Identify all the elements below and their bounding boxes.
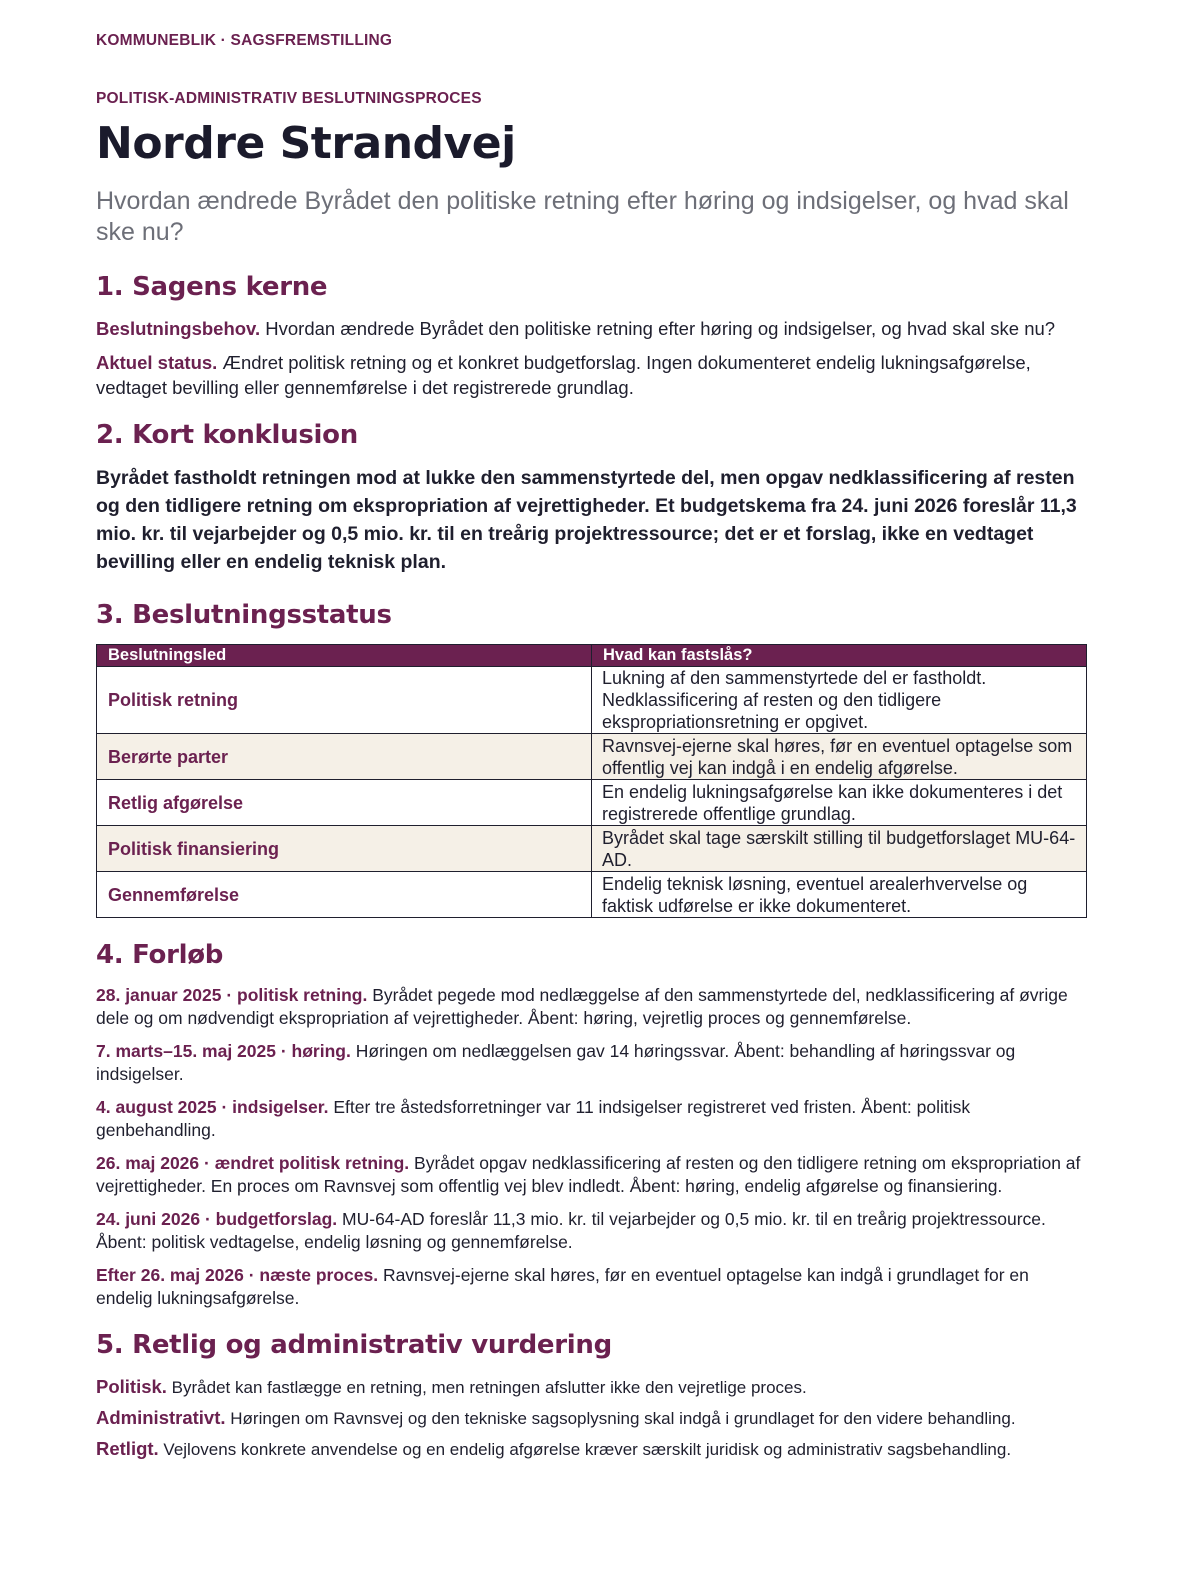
page-title: Nordre Strandvej xyxy=(96,118,516,169)
section-heading: 1. Sagens kerne xyxy=(96,272,328,302)
section-heading: 5. Retlig og administrativ vurdering xyxy=(96,1330,612,1360)
section-retlig-vurdering xyxy=(96,1328,1087,1462)
kerne-item xyxy=(96,316,1087,341)
kerne-item-text: Hvordan ændrede Byrådet den politiske retning efter høring og indsigelser, og hvad skal ske nu? xyxy=(260,318,1056,339)
timeline-event xyxy=(96,1208,1087,1254)
assessment-label: Retligt. xyxy=(96,1438,159,1459)
assessment-label: Administrativt. xyxy=(96,1407,226,1428)
table-row xyxy=(97,734,1087,780)
table-row xyxy=(97,826,1087,872)
event-label: 24. juni 2026 · budgetforslag. xyxy=(96,1209,338,1229)
event-text: Ravnsvej-ejerne skal høres, før en eventuel optagelse kan indgå i grundlaget for en endelig lukningsafgørelse. xyxy=(96,1265,1029,1308)
row-value: Byrådet skal tage særskilt stilling til budgetforslaget MU-64-AD. xyxy=(592,826,1087,872)
event-text: Efter tre åstedsforretninger var 11 indsigelser registreret ved fristen. Åbent: politisk genbehandling. xyxy=(96,1097,971,1140)
event-text: Byrådet pegede mod nedlæggelse af den sammenstyrtede del, nedklassificering af øvrige dele og om nødvendigt ekspropriation af vejrettigheder. Åbent: høring, vejretlig proces og gennemførelse. xyxy=(96,985,1068,1028)
section-beslutningsstatus xyxy=(96,598,1087,918)
event-label: 7. marts–15. maj 2025 · høring. xyxy=(96,1041,351,1061)
conclusion-text: Byrådet fastholdt retningen mod at lukke den sammenstyrtede del, men opgav nedklassificering af resten og den tidligere retning om ekspropriation af vejrettigheder. Et budgetskema fra 24. juni 2026 foreslår 11,3 mio. kr. til vejarbejder og 0,5 mio. kr. til en treårig projektressource; det er et forslag, ikke en vedtaget bevilling eller en endelig teknisk plan. xyxy=(96,467,1077,573)
assessment-text: Høringen om Ravnsvej og den tekniske sagsoplysning skal indgå i grundlaget for den videre behandling. xyxy=(225,1409,1016,1428)
section-kort-konklusion xyxy=(96,418,1087,576)
row-value: Ravnsvej-ejerne skal høres, før en eventuel optagelse som offentlig vej kan indgå i en endelig afgørelse. xyxy=(592,734,1087,780)
section-sagens-kerne xyxy=(96,270,1087,400)
section-heading: 4. Forløb xyxy=(96,940,224,970)
row-key: Gennemførelse xyxy=(97,872,592,918)
section-heading: 2. Kort konklusion xyxy=(96,420,358,450)
kerne-item-label: Aktuel status. xyxy=(96,352,218,373)
event-label: 28. januar 2025 · politisk retning. xyxy=(96,985,368,1005)
timeline-event xyxy=(96,1040,1087,1086)
kerne-item xyxy=(96,350,1087,400)
assessment-item xyxy=(96,1436,1087,1462)
row-value: En endelig lukningsafgørelse kan ikke dokumenteres i det registrerede offentlige grundlag. xyxy=(592,780,1087,826)
assessment-label: Politisk. xyxy=(96,1376,167,1397)
row-value: Endelig teknisk løsning, eventuel arealerhvervelse og faktisk udførelse er ikke dokumenteret. xyxy=(592,872,1087,918)
timeline-event xyxy=(96,1264,1087,1310)
section-forloeb xyxy=(96,938,1087,1310)
status-table xyxy=(96,644,1087,918)
row-key: Berørte parter xyxy=(97,734,592,780)
row-key: Politisk finansiering xyxy=(97,826,592,872)
timeline-event xyxy=(96,1096,1087,1142)
event-text: MU-64-AD foreslår 11,3 mio. kr. til vejarbejder og 0,5 mio. kr. til en treårig projektressource. Åbent: politisk vedtagelse, endelig løsning og gennemførelse. xyxy=(96,1209,1046,1252)
timeline-event xyxy=(96,1152,1087,1198)
kerne-item-text: Ændret politisk retning og et konkret budgetforslag. Ingen dokumenteret endelig lukningsafgørelse, vedtaget bevilling eller gennemførelse i det registrerede grundlag. xyxy=(96,352,1031,398)
kerne-item-label: Beslutningsbehov. xyxy=(96,318,261,339)
table-row xyxy=(97,667,1087,734)
table-row xyxy=(97,780,1087,826)
column-header: Beslutningsled xyxy=(97,645,592,667)
assessment-item xyxy=(96,1374,1087,1400)
event-text: Høringen om nedlæggelsen gav 14 høringssvar. Åbent: behandling af høringssvar og indsigelser. xyxy=(96,1041,1016,1084)
assessment-text: Vejlovens konkrete anvendelse og en endelig afgørelse kræver særskilt juridisk og administrativ sagsbehandling. xyxy=(158,1440,1012,1459)
kicker: POLITISK-ADMINISTRATIV BESLUTNINGSPROCES xyxy=(96,90,482,107)
event-text: Byrådet opgav nedklassificering af resten og den tidligere retning om ekspropriation af vejrettigheder. En proces om Ravnsvej som offentlig vej blev indledt. Åbent: høring, endelig afgørelse og finansiering. xyxy=(96,1153,1081,1196)
assessment-text: Byrådet kan fastlægge en retning, men retningen afslutter ikke den vejretlige proces. xyxy=(166,1378,807,1397)
timeline-event xyxy=(96,984,1087,1030)
row-value: Lukning af den sammenstyrtede del er fastholdt. Nedklassificering af resten og den tidligere ekspropriationsretning er opgivet. xyxy=(592,667,1087,734)
table-header-row xyxy=(97,645,1087,667)
event-label: 4. august 2025 · indsigelser. xyxy=(96,1097,329,1117)
column-header: Hvad kan fastslås? xyxy=(592,645,1087,667)
running-head: KOMMUNEBLIK · SAGSFREMSTILLING xyxy=(96,32,393,49)
row-key: Politisk retning xyxy=(97,667,592,734)
row-key: Retlig afgørelse xyxy=(97,780,592,826)
page-subtitle: Hvordan ændrede Byrådet den politiske retning efter høring og indsigelser, og hvad skal ske nu? xyxy=(96,187,1069,246)
table-row xyxy=(97,872,1087,918)
event-label: Efter 26. maj 2026 · næste proces. xyxy=(96,1265,379,1285)
section-heading: 3. Beslutningsstatus xyxy=(96,600,392,630)
assessment-item xyxy=(96,1405,1087,1431)
event-label: 26. maj 2026 · ændret politisk retning. xyxy=(96,1153,410,1173)
